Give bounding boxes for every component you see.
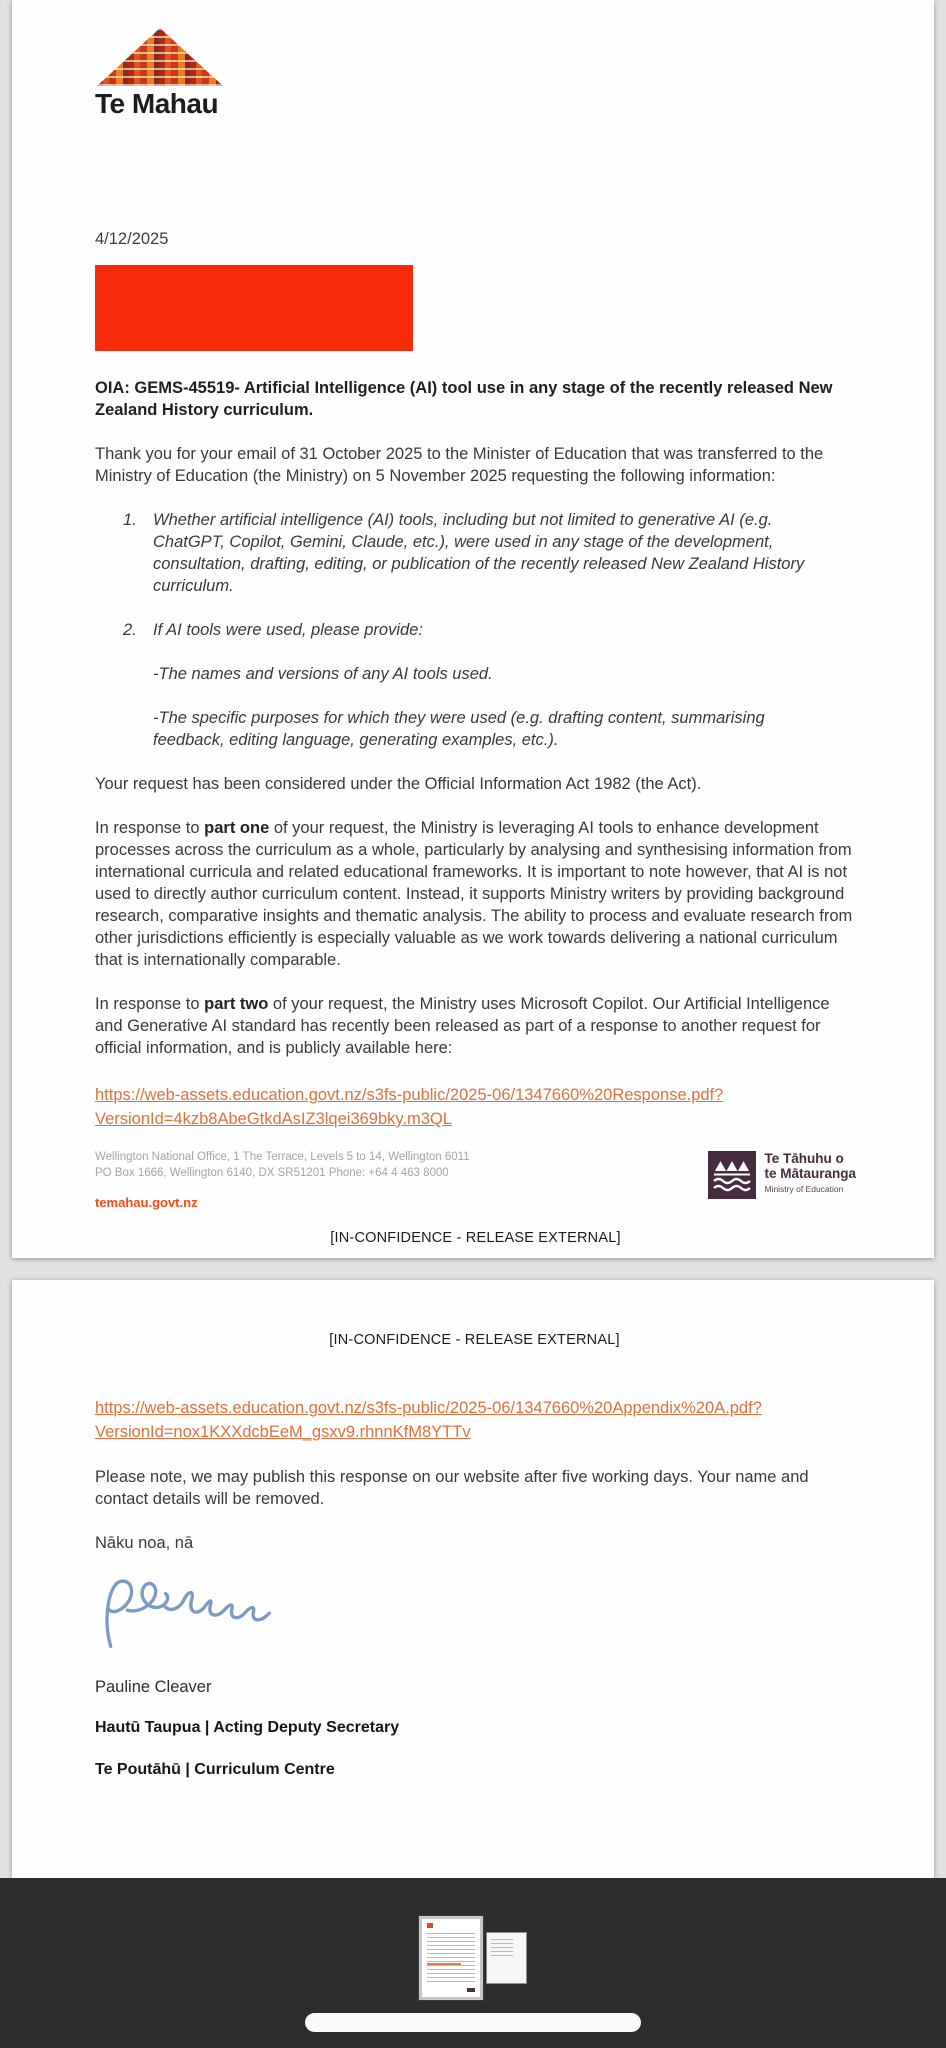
part-two-post: of your request, the Ministry uses Microsoft Copilot. Our Artificial Intelligence and Generative AI standard has recently been released as part of a response to another request for official information, and is publicly available here: <box>95 995 830 1057</box>
act-paragraph: Your request has been considered under the Official Information Act 1982 (the Act). <box>95 775 702 793</box>
classification-banner: [IN-CONFIDENCE - RELEASE EXTERNAL] <box>329 1332 620 1348</box>
te-mahau-logo <box>95 28 255 120</box>
ministry-of-education-logo <box>708 1151 856 1199</box>
letter-page-1 <box>12 0 934 1258</box>
moe-logo-text <box>764 1151 856 1194</box>
signatory-name: Pauline Cleaver <box>95 1678 212 1696</box>
list-item-text: Whether artificial intelligence (AI) tools, including but not limited to generative AI (e.g. ChatGPT, Copilot, Gemini, Claude, etc.), were used in any stage of the development, consultation, drafting, editing, or publication of the recently released New Zealand History curriculum. <box>153 511 805 595</box>
signatory-org: Te Poutāhū | Curriculum Centre <box>95 1761 335 1778</box>
page-thumbnail-1[interactable] <box>419 1916 483 2000</box>
office-address-block <box>95 1149 470 1210</box>
list-item-text: If AI tools were used, please provide: <box>153 621 423 639</box>
list-item-number: 1. <box>123 511 137 529</box>
subject-line: OIA: GEMS-45519- Artificial Intelligence (AI) tool use in any stage of the recently released New Zealand History curriculum. <box>95 379 833 419</box>
moe-maori-name-1: Te Tāhuhu o <box>764 1151 844 1166</box>
list-item-number: 2. <box>123 621 137 639</box>
list-item <box>95 509 854 597</box>
appendix-pdf-link[interactable]: https://web-assets.education.govt.nz/s3fs-public/2025-06/1347660%20Appendix%20A.pdf?VersionId=nox1KXXdcbEeM_gsxv9.rhnnKfM8YTTv <box>95 1399 762 1441</box>
letter-page-2 <box>12 1280 934 1878</box>
moe-crest-icon <box>708 1151 756 1199</box>
moe-english-name: Ministry of Education <box>764 1184 844 1194</box>
list-sub-item: -The names and versions of any AI tools used. <box>153 665 493 683</box>
address-line-2: PO Box 1666, Wellington 6140, DX SR51201 Phone: +64 4 463 8000 <box>95 1167 449 1179</box>
closing-salutation: Nāku noa, nā <box>95 1534 194 1552</box>
letter-date: 4/12/2025 <box>95 230 169 248</box>
thumbnail-link-line <box>427 1963 461 1965</box>
te-mahau-wordmark: Te Mahau <box>95 88 219 119</box>
part-two-pre: In response to <box>95 995 205 1013</box>
signatory-role: Hautū Taupua | Acting Deputy Secretary <box>95 1719 400 1736</box>
response-pdf-link[interactable]: https://web-assets.education.govt.nz/s3fs-public/2025-06/1347660%20Response.pdf?VersionId=4kzb8AbeGtkdAsIZ3lqei369bky.m3QL <box>95 1086 724 1128</box>
page-thumbnail-strip <box>0 1916 946 2000</box>
thumbnail-logo-mark <box>427 1923 433 1928</box>
part-one-post: of your request, the Ministry is leveraging AI tools to enhance development processes across the curriculum as a whole, particularly by analysing and synthesising information from international curricula and related educational frameworks. It is important to note however, that AI is not used to directly author curriculum content. Instead, it supports Ministry writers by providing background research, comparative insights and thematic analysis. The ability to process and evaluate research from other jurisdictions efficiently is especially valuable as we work towards delivering a national curriculum that is internationally comparable. <box>95 819 853 969</box>
publish-note-paragraph: Please note, we may publish this response on our website after five working days. Your name and contact details will be removed. <box>95 1468 809 1508</box>
page1-footer <box>95 1149 856 1246</box>
classification-banner: [IN-CONFIDENCE - RELEASE EXTERNAL] <box>330 1230 621 1246</box>
te-mahau-triangle-icon <box>97 28 223 86</box>
handwritten-signature <box>95 1565 330 1669</box>
request-list <box>95 509 854 751</box>
address-line-1: Wellington National Office, 1 The Terrace, Levels 5 to 14, Wellington 6011 <box>95 1151 470 1163</box>
list-sub-item: -The specific purposes for which they were used (e.g. drafting content, summarising feedback, editing language, generating examples, etc.). <box>153 709 765 749</box>
part-one-bold: part one <box>204 819 270 837</box>
thumbnail-moe-mark <box>467 1988 475 1992</box>
part-two-bold: part two <box>204 995 269 1013</box>
redaction-box <box>95 265 413 351</box>
intro-paragraph: Thank you for your email of 31 October 2025 to the Minister of Education that was transferred to the Ministry of Education (the Ministry) on 5 November 2025 requesting the following information: <box>95 445 824 485</box>
part-one-paragraph <box>95 817 854 971</box>
thumbnail-text-lines <box>427 1933 475 1985</box>
list-item <box>95 619 854 641</box>
thumbnail-text-lines <box>491 1939 513 1957</box>
temahau-website-link[interactable]: temahau.govt.nz <box>95 1195 198 1210</box>
home-indicator[interactable] <box>305 2013 641 2032</box>
page-thumbnail-2[interactable] <box>486 1932 527 1984</box>
part-one-pre: In response to <box>95 819 205 837</box>
moe-maori-name-2: te Mātauranga <box>764 1166 856 1181</box>
part-two-paragraph <box>95 993 854 1059</box>
viewer-bottom-bar <box>0 1878 946 2048</box>
